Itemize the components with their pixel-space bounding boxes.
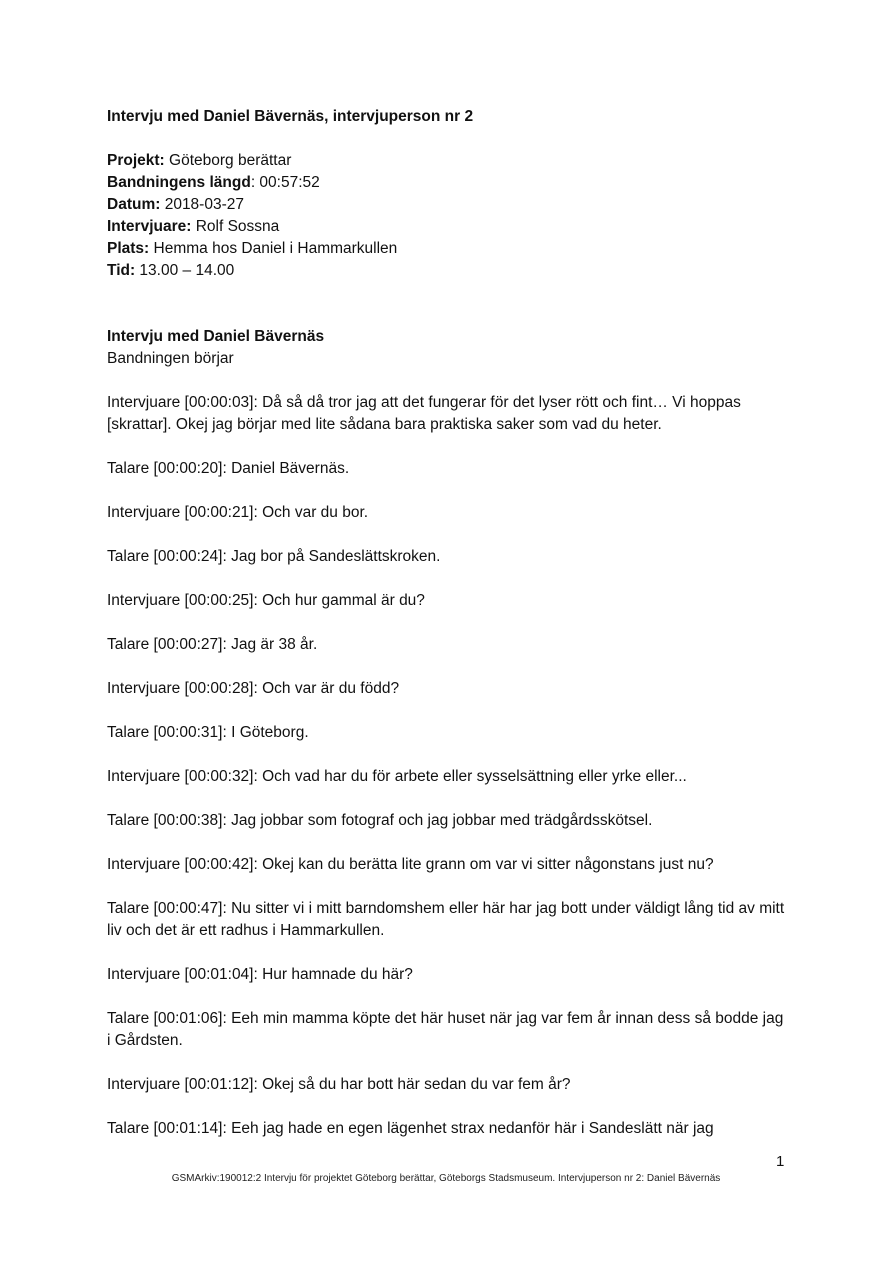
transcript [107,392,787,1140]
meta-row-date [107,194,787,216]
transcript-turn: Talare [00:00:24]: Jag bor på Sandeslättskroken. [107,548,441,565]
transcript-turn: Intervjuare [00:00:25]: Och hur gammal är du? [107,592,425,609]
transcript-turn: Intervjuare [00:01:12]: Okej så du har bott här sedan du var fem år? [107,1076,571,1093]
meta-row-time [107,260,787,282]
meta-value: Rolf Sossna [191,218,280,235]
meta-value: : 00:57:52 [250,174,320,191]
meta-label: Plats: [107,240,150,257]
page-number: 1 [776,1153,785,1170]
meta-label: Datum: [107,196,161,213]
meta-row-length [107,172,787,194]
transcript-turn: Talare [00:01:06]: Eeh min mamma köpte det här huset när jag var fem år innan dess så bodde jag i Gårdsten. [107,1010,784,1049]
meta-label: Projekt: [107,152,165,169]
meta-label: Bandningens längd [107,174,251,191]
transcript-turn: Talare [00:00:20]: Daniel Bävernäs. [107,460,350,477]
meta-value: 13.00 – 14.00 [135,262,235,279]
transcript-turn: Intervjuare [00:00:21]: Och var du bor. [107,504,369,521]
transcript-turn: Intervjuare [00:01:04]: Hur hamnade du här? [107,966,413,983]
meta-label: Tid: [107,262,136,279]
page-footer: GSMArkiv:190012:2 Intervju för projektet Göteborg berättar, Göteborgs Stadsmuseum. Intervjuperson nr 2: Daniel Bävernäs [171,1173,721,1184]
transcript-turn: Intervjuare [00:00:32]: Och vad har du för arbete eller sysselsättning eller yrke eller... [107,768,687,785]
transcript-turn: Intervjuare [00:00:03]: Då så då tror jag att det fungerar för det lyser rött och fint… Vi hoppas [skrattar]. Okej jag börjar med lite sådana bara praktiska saker som vad du heter. [107,394,741,433]
transcript-turn: Intervjuare [00:00:28]: Och var är du född? [107,680,400,697]
transcript-turn: Talare [00:00:31]: I Göteborg. [107,724,309,741]
meta-label: Intervjuare: [107,218,192,235]
transcript-turn: Intervjuare [00:00:42]: Okej kan du berätta lite grann om var vi sitter någonstans just nu? [107,856,714,873]
transcript-turn: Talare [00:00:47]: Nu sitter vi i mitt barndomshem eller här har jag bott under väldigt lång tid av mitt liv och det är ett radhus i Hammarkullen. [107,900,785,939]
recording-start-note: Bandningen börjar [107,350,234,367]
interview-intro [107,326,787,370]
meta-value: 2018-03-27 [160,196,244,213]
meta-value: Hemma hos Daniel i Hammarkullen [149,240,398,257]
transcript-turn: Talare [00:01:14]: Eeh jag hade en egen lägenhet strax nedanför här i Sandeslätt när jag [107,1120,714,1137]
meta-row-place [107,238,787,260]
meta-row-interviewer [107,216,787,238]
metadata-block [107,150,787,282]
document-title: Intervju med Daniel Bävernäs, intervjuperson nr 2 [107,108,474,125]
transcript-turn: Talare [00:00:27]: Jag är 38 år. [107,636,318,653]
meta-value: Göteborg berättar [164,152,292,169]
document-page [107,106,787,1162]
interview-heading: Intervju med Daniel Bävernäs [107,328,325,345]
transcript-turn: Talare [00:00:38]: Jag jobbar som fotograf och jag jobbar med trädgårdsskötsel. [107,812,653,829]
meta-row-project [107,150,787,172]
